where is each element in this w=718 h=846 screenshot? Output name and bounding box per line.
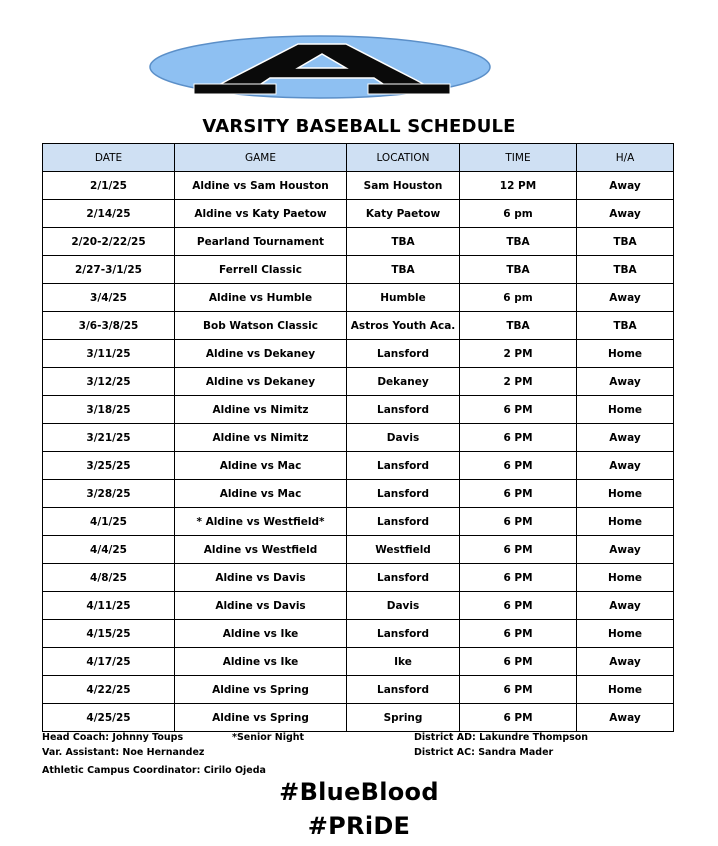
cell-date: 4/4/25 — [43, 536, 175, 564]
cell-home-away: Away — [577, 592, 674, 620]
cell-location: Lansford — [347, 508, 460, 536]
cell-location: Westfield — [347, 536, 460, 564]
cell-game: Aldine vs Spring — [175, 704, 347, 732]
cell-date: 3/28/25 — [43, 480, 175, 508]
cell-date: 4/22/25 — [43, 676, 175, 704]
logo-right-foot — [368, 84, 450, 94]
cell-location: Humble — [347, 284, 460, 312]
assistant-coach-text: Var. Assistant: Noe Hernandez — [42, 747, 205, 758]
cell-location: Lansford — [347, 620, 460, 648]
cell-home-away: Away — [577, 424, 674, 452]
table-row — [43, 368, 674, 396]
table-row — [43, 172, 674, 200]
table-row — [43, 704, 674, 732]
district-ac-text: District AC: Sandra Mader — [414, 747, 554, 758]
head-coach-text: Head Coach: Johnny Toups — [42, 732, 184, 743]
cell-time: 6 PM — [460, 396, 577, 424]
cell-date: 4/15/25 — [43, 620, 175, 648]
cell-home-away: Away — [577, 200, 674, 228]
cell-time: 6 PM — [460, 424, 577, 452]
district-ad-text: District AD: Lakundre Thompson — [414, 732, 589, 743]
cell-date: 4/8/25 — [43, 564, 175, 592]
cell-location: Sam Houston — [347, 172, 460, 200]
cell-location: Lansford — [347, 340, 460, 368]
cell-date: 3/4/25 — [43, 284, 175, 312]
table-row — [43, 592, 674, 620]
cell-time: 6 pm — [460, 200, 577, 228]
cell-time: 6 pm — [460, 284, 577, 312]
cell-home-away: TBA — [577, 228, 674, 256]
cell-game: Aldine vs Ike — [175, 620, 347, 648]
cell-game: Aldine vs Mac — [175, 480, 347, 508]
cell-location: Lansford — [347, 452, 460, 480]
table-row — [43, 508, 674, 536]
aldine-a-logo — [148, 34, 492, 100]
cell-time: 6 PM — [460, 704, 577, 732]
cell-time: 6 PM — [460, 648, 577, 676]
cell-date: 4/25/25 — [43, 704, 175, 732]
cell-date: 4/1/25 — [43, 508, 175, 536]
cell-time: 6 PM — [460, 508, 577, 536]
table-row — [43, 648, 674, 676]
cell-time: 6 PM — [460, 564, 577, 592]
table-row — [43, 284, 674, 312]
cell-game: Aldine vs Davis — [175, 592, 347, 620]
header-home-away: H/A — [577, 144, 674, 172]
table-row — [43, 396, 674, 424]
cell-home-away: Home — [577, 620, 674, 648]
cell-location: Katy Paetow — [347, 200, 460, 228]
cell-time: TBA — [460, 228, 577, 256]
cell-game: Aldine vs Nimitz — [175, 396, 347, 424]
cell-location: Lansford — [347, 676, 460, 704]
cell-location: Dekaney — [347, 368, 460, 396]
cell-game: Aldine vs Mac — [175, 452, 347, 480]
table-header-row — [43, 144, 674, 172]
cell-location: Spring — [347, 704, 460, 732]
cell-date: 3/12/25 — [43, 368, 175, 396]
table-row — [43, 480, 674, 508]
cell-time: 6 PM — [460, 676, 577, 704]
cell-home-away: Home — [577, 340, 674, 368]
cell-home-away: Away — [577, 536, 674, 564]
cell-date: 3/18/25 — [43, 396, 175, 424]
table-row — [43, 452, 674, 480]
cell-location: Lansford — [347, 396, 460, 424]
cell-date: 3/6-3/8/25 — [43, 312, 175, 340]
cell-date: 2/14/25 — [43, 200, 175, 228]
cell-game: Pearland Tournament — [175, 228, 347, 256]
header-game: GAME — [175, 144, 347, 172]
cell-time: 6 PM — [460, 480, 577, 508]
table-row — [43, 564, 674, 592]
cell-home-away: Home — [577, 396, 674, 424]
cell-time: TBA — [460, 312, 577, 340]
cell-location: TBA — [347, 228, 460, 256]
cell-date: 3/11/25 — [43, 340, 175, 368]
cell-date: 2/20-2/22/25 — [43, 228, 175, 256]
cell-location: TBA — [347, 256, 460, 284]
cell-location: Davis — [347, 592, 460, 620]
cell-home-away: TBA — [577, 312, 674, 340]
schedule-title: VARSITY BASEBALL SCHEDULE — [202, 116, 516, 137]
cell-game: Aldine vs Spring — [175, 676, 347, 704]
cell-location: Astros Youth Aca. — [347, 312, 460, 340]
cell-home-away: Home — [577, 480, 674, 508]
cell-game: Aldine vs Sam Houston — [175, 172, 347, 200]
schedule-table — [42, 143, 674, 732]
header-date: DATE — [43, 144, 175, 172]
cell-date: 4/17/25 — [43, 648, 175, 676]
cell-home-away: Home — [577, 508, 674, 536]
table-row — [43, 340, 674, 368]
cell-date: 3/25/25 — [43, 452, 175, 480]
cell-time: 2 PM — [460, 340, 577, 368]
table-row — [43, 536, 674, 564]
cell-home-away: Away — [577, 452, 674, 480]
cell-game: Aldine vs Nimitz — [175, 424, 347, 452]
table-row — [43, 200, 674, 228]
cell-game: Aldine vs Westfield — [175, 536, 347, 564]
cell-home-away: Away — [577, 172, 674, 200]
cell-location: Lansford — [347, 564, 460, 592]
hashtag-pride: #PRiDE — [307, 812, 411, 840]
cell-game: Ferrell Classic — [175, 256, 347, 284]
header-location: LOCATION — [347, 144, 460, 172]
cell-home-away: Home — [577, 564, 674, 592]
cell-time: TBA — [460, 256, 577, 284]
cell-time: 2 PM — [460, 368, 577, 396]
header-time: TIME — [460, 144, 577, 172]
cell-date: 3/21/25 — [43, 424, 175, 452]
cell-home-away: Away — [577, 284, 674, 312]
cell-location: Ike — [347, 648, 460, 676]
campus-coordinator-text: Athletic Campus Coordinator: Cirilo Ojeda — [42, 765, 266, 776]
cell-game: Aldine vs Dekaney — [175, 340, 347, 368]
logo-left-foot — [194, 84, 276, 94]
table-row — [43, 312, 674, 340]
table-row — [43, 676, 674, 704]
cell-date: 2/27-3/1/25 — [43, 256, 175, 284]
cell-time: 12 PM — [460, 172, 577, 200]
cell-game: * Aldine vs Westfield* — [175, 508, 347, 536]
cell-location: Davis — [347, 424, 460, 452]
cell-date: 4/11/25 — [43, 592, 175, 620]
hashtag-blueblood: #BlueBlood — [279, 778, 439, 806]
cell-game: Aldine vs Dekaney — [175, 368, 347, 396]
cell-time: 6 PM — [460, 620, 577, 648]
cell-home-away: Away — [577, 648, 674, 676]
cell-location: Lansford — [347, 480, 460, 508]
cell-home-away: Away — [577, 368, 674, 396]
table-row — [43, 228, 674, 256]
schedule-body — [43, 172, 674, 732]
cell-game: Aldine vs Humble — [175, 284, 347, 312]
cell-home-away: Home — [577, 676, 674, 704]
cell-time: 6 PM — [460, 592, 577, 620]
senior-night-note: *Senior Night — [232, 732, 305, 743]
cell-home-away: TBA — [577, 256, 674, 284]
cell-home-away: Away — [577, 704, 674, 732]
cell-game: Bob Watson Classic — [175, 312, 347, 340]
cell-date: 2/1/25 — [43, 172, 175, 200]
table-row — [43, 424, 674, 452]
cell-game: Aldine vs Davis — [175, 564, 347, 592]
cell-time: 6 PM — [460, 536, 577, 564]
table-row — [43, 620, 674, 648]
cell-game: Aldine vs Katy Paetow — [175, 200, 347, 228]
table-row — [43, 256, 674, 284]
cell-time: 6 PM — [460, 452, 577, 480]
cell-game: Aldine vs Ike — [175, 648, 347, 676]
